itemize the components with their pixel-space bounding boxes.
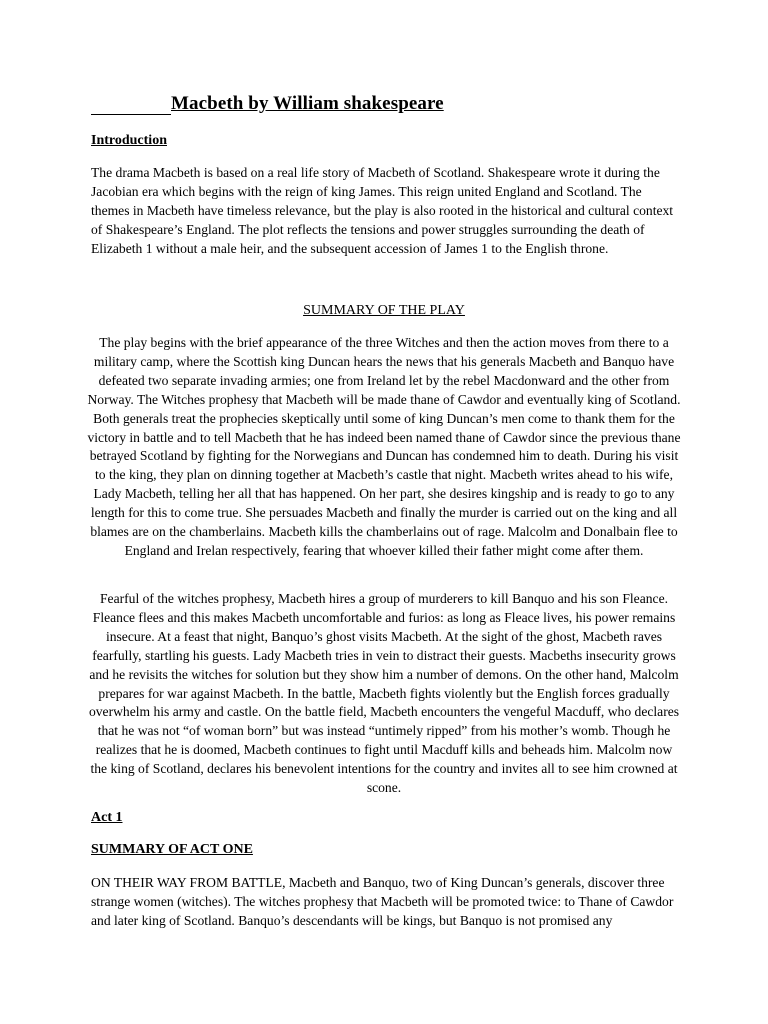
summary-heading-text: SUMMARY OF THE PLAY xyxy=(303,303,465,318)
act1-heading: Act 1 xyxy=(91,810,123,825)
title-underline-rule xyxy=(91,114,171,115)
summary-paragraph-1: The play begins with the brief appearance of the three Witches and then the action moves from there to a military camp, where the Scottish king Duncan hears the news that his generals Macbeth and Banquo have defeated two separate invading armies; one from Ireland let by the rebel Macdonward and the other from Norway. The Witches prophesy that Macbeth will be made thane of Cawdor and eventually king of Scotland. Both generals treat the prophecies skeptically until some of king Duncan’s men come to thank them for the victory in battle and to tell Macbeth that he has indeed been named thane of Cawdor since the previous thane betrayed Scotland by fighting for the Norwegians and Duncan has condemned him to death. During his visit to the king, they plan on dinning together at Macbeth’s castle that night. Macbeth writes ahead to his wife, Lady Macbeth, telling her all that has happened. On her part, she desires kingship and is ready to go to any length for this to come true. She persuades Macbeth and finally the murder is carried out on the king and all blames are on the chamberlains. Macbeth kills the chamberlains out of rage. Malcolm and Donalbain flee to England and Irelan respectively, fearing that whoever killed their father might come after them. xyxy=(87,335,681,558)
summary-heading xyxy=(0,303,768,319)
document-title: Macbeth by William shakespeare xyxy=(171,93,444,114)
document-title-block xyxy=(91,93,491,117)
introduction-paragraph: The drama Macbeth is based on a real life story of Macbeth of Scotland. Shakespeare wrote it during the Jacobian era which begins with the reign of king James. This reign united England and Scotland. The themes in Macbeth have timeless relevance, but the play is also rooted in the historical and cultural context of Shakespeare’s England. The plot reflects the tensions and power struggles surrounding the death of Elizabeth 1 without a male heir, and the subsequent accession of James 1 to the English throne. xyxy=(91,165,674,256)
act1-paragraph: ON THEIR WAY FROM BATTLE, Macbeth and Banquo, two of King Duncan’s generals, discover three strange women (witches). The witches prophesy that Macbeth will be promoted twice: to Thane of Cawdor and later king of Scotland. Banquo’s descendants will be kings, but Banquo is not promised any xyxy=(91,875,674,928)
act1-summary-heading: SUMMARY OF ACT ONE xyxy=(91,842,253,857)
summary-paragraph-2: Fearful of the witches prophesy, Macbeth hires a group of murderers to kill Banquo and his son Fleance. Fleance flees and this makes Macbeth uncomfortable and furios: as long as Fleace lives, his power remains insecure. At a feast that night, Banquo’s ghost visits Macbeth. At the sight of the ghost, Macbeth raves fearfully, startling his guests. Lady Macbeth tries in vein to distract their guests. Macbeths insecurity grows and he revisits the witches for solution but they show him a number of demons. On the other hand, Malcolm prepares for war against Macbeth. In the battle, Macbeth fights violently but the English forces gradually overwhelm his army and castle. On the battle field, Macbeth encounters the vengeful Macduff, who declares that he was not “of woman born” but was instead “untimely ripped” from his mother’s womb. Though he realizes that he is doomed, Macbeth continues to fight until Macduff kills and beheads him. Malcolm now the king of Scotland, declares his benevolent intentions for the country and invites all to see him crowned at scone. xyxy=(88,591,680,796)
introduction-heading: Introduction xyxy=(91,133,167,148)
